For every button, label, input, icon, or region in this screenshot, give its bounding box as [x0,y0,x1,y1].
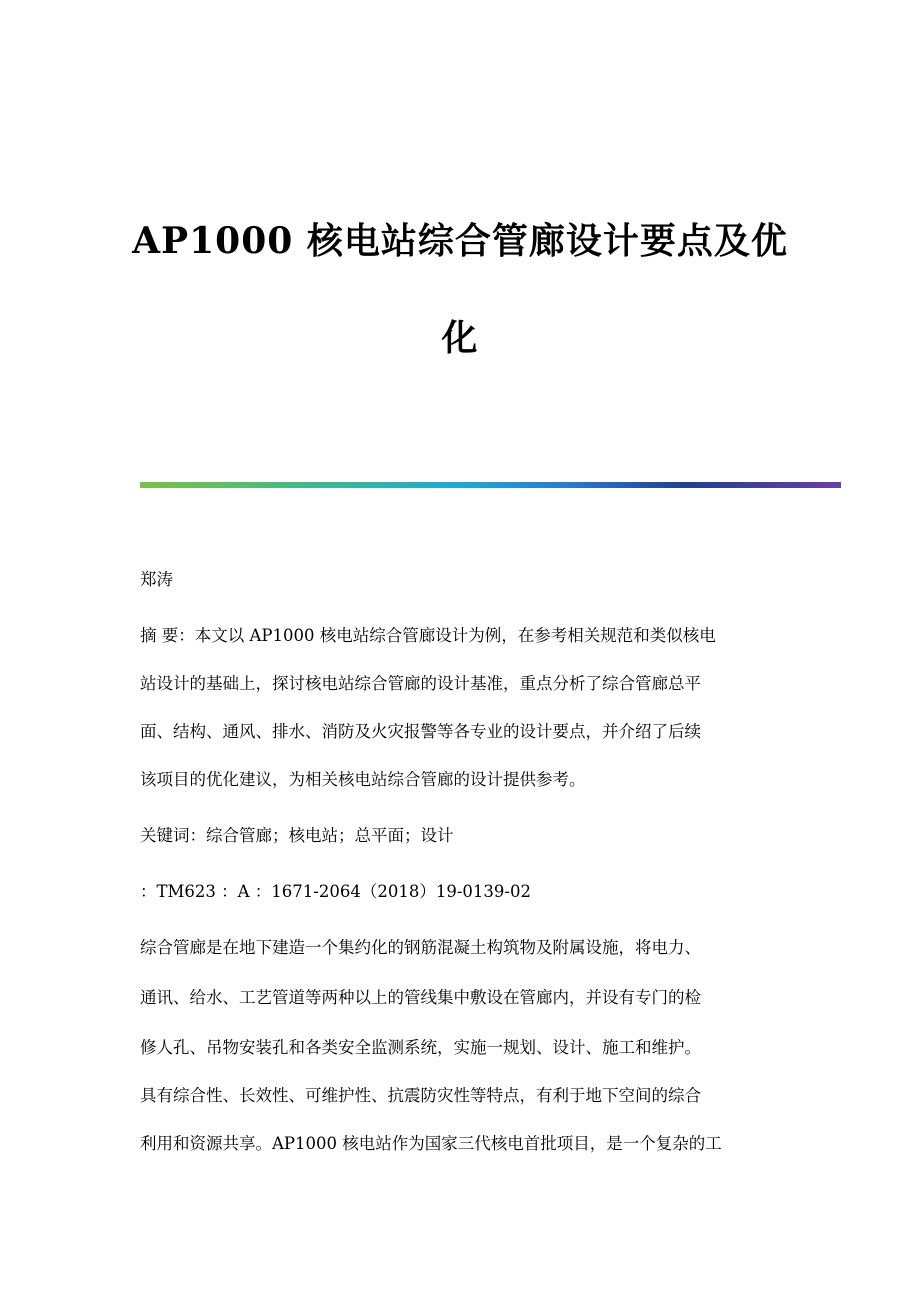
document-title-line-2: 化 [441,317,479,359]
classification-line: ：TM623 ：A ：1671-2064（2018）19-0139-02 [140,882,531,901]
body-line-5: 利用和资源共享。AP1000 核电站作为国家三代核电首批项目，是一个复杂的工 [140,1134,722,1153]
body-line-3: 修人孔、吊物安装孔和各类安全监测系统，实施一规划、设计、施工和维护。 [140,1038,701,1057]
abstract-line-3: 面、结构、通风、排水、消防及火灾报警等各专业的设计要点，并介绍了后续 [140,722,701,741]
title-divider [140,482,841,488]
author-name: 郑涛 [140,570,173,589]
body-line-2: 通讯、给水、工艺管道等两种以上的管线集中敷设在管廊内，并设有专门的检 [140,988,701,1007]
abstract-line-1: 摘 要：本文以 AP1000 核电站综合管廊设计为例，在参考相关规范和类似核电 [140,626,716,645]
abstract-line-4: 该项目的优化建议，为相关核电站综合管廊的设计提供参考。 [140,770,586,789]
body-line-1: 综合管廊是在地下建造一个集约化的钢筋混凝土构筑物及附属设施，将电力、 [140,938,701,957]
abstract-line-2: 站设计的基础上，探讨核电站综合管廊的设计基准，重点分析了综合管廊总平 [140,674,701,693]
keywords-line: 关键词：综合管廊；核电站；总平面；设计 [140,826,454,845]
document-title-line-1: AP1000 核电站综合管廊设计要点及优 [132,220,788,262]
body-line-4: 具有综合性、长效性、可维护性、抗震防灾性等特点，有利于地下空间的综合 [140,1086,701,1105]
